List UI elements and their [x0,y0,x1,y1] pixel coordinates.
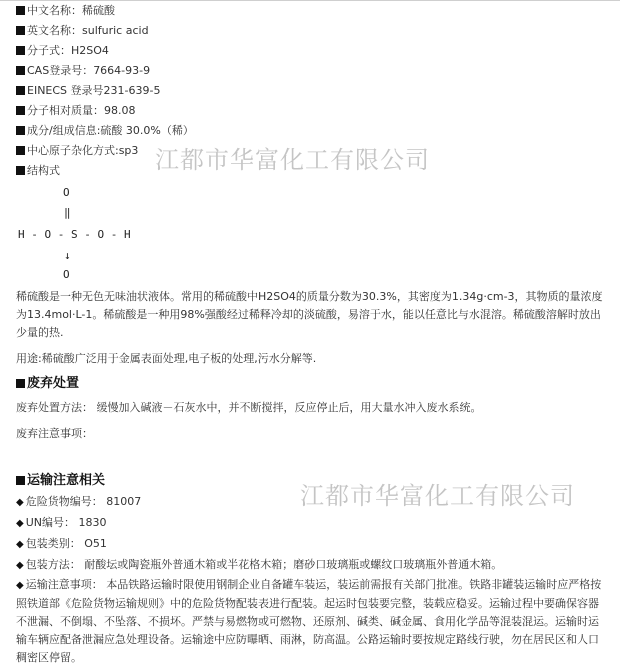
bullet-diamond-icon: ◆ [16,497,24,508]
en-name-line: 英文名称：sulfuric acid [16,24,149,38]
bullet-square-icon [16,6,25,15]
package-class-line: ◆ 包装类别： O51 [16,537,107,550]
formula-line: 分子式：H2SO4 [16,44,109,58]
bullet-square-icon [16,106,25,115]
structure-double-bond: ‖ [64,206,71,219]
bullet-square-icon [16,146,25,155]
bullet-square-icon [16,66,25,75]
bullet-diamond-icon: ◆ [16,539,24,550]
bullet-square-icon [16,126,25,135]
bullet-square-icon [16,476,25,485]
structure-top-oxygen: O [63,186,70,199]
bullet-square-icon [16,86,25,95]
bullet-diamond-icon: ◆ [16,518,24,529]
hazard-number-line: ◆ 危险货物编号： 81007 [16,495,142,508]
structure-chain: H - O - S - O - H [18,228,131,241]
hybridization-line: 中心原子杂化方式:sp3 [16,144,138,158]
transport-heading: 运输注意相关 [16,474,105,488]
bullet-square-icon [16,379,25,388]
bullet-square-icon [16,26,25,35]
cn-name-line: 中文名称：稀硫酸 [16,4,115,18]
einecs-line: EINECS 登录号231-639-5 [16,84,160,98]
bullet-diamond-icon: ◆ [16,560,24,571]
watermark-lower: 江都市华富化工有限公司 [300,482,575,510]
bullet-diamond-icon: ◆ [16,580,24,591]
molecular-weight-line: 分子相对质量：98.08 [16,104,136,118]
structure-bottom-oxygen: O [63,268,70,281]
transport-notes-paragraph: ◆ 运输注意事项： 本品铁路运输时限使用钢制企业自备罐车装运，装运前需报有关部门批准。铁路非罐装运输时应严格按照铁道部《危险货物运输规则》中的危险货物配装表进行配装。起运时包装要完整，装载应稳妥。运输过程中要确保容器不泄漏、不倒塌、不坠落、不损坏。严禁与易燃物或可燃物、还原剂、碱类、碱金属、食用化学品等混装混运。运输时运输车辆应配备泄漏应急处理设备。运输途中应防曝晒、雨淋，防高温。公路运输时要按规定路线行驶，勿在居民区和人口稠密区停留。 [16,578,602,664]
watermark-upper: 江都市华富化工有限公司 [155,146,430,174]
package-method-line: ◆ 包装方法： 耐酸坛或陶瓷瓶外普通木箱或半花格木箱；磨砂口玻璃瓶或螺纹口玻璃瓶外普通木箱。 [16,558,503,571]
description-paragraph: 稀硫酸是一种无色无味油状液体。常用的稀硫酸中H2SO4的质量分数为30.3%，其密度为1.34g·cm-3，其物质的量浓度为13.4mol·L-1。稀硫酸是一种用98%强酸经过稀释冷却的淡硫酸，易溶于水，能以任意比与水混溶。稀硫酸溶解时放出少量的热. [16,290,603,339]
bullet-square-icon [16,46,25,55]
structure-label-line: 结构式 [16,164,60,178]
cas-line: CAS登录号：7664-93-9 [16,64,150,78]
composition-line: 成分/组成信息:硫酸 30.0%（稀） [16,124,194,138]
disposal-notes: 废弃注意事项： [16,427,93,440]
disposal-method: 废弃处置方法： 缓慢加入碱液－石灰水中，并不断搅拌，反应停止后，用大量水冲入废水系统。 [16,401,482,414]
bullet-square-icon [16,166,25,175]
structure-arrow: ↓ [64,249,71,262]
disposal-heading: 废弃处置 [16,377,79,391]
usage-paragraph: 用途:稀硫酸广泛用于金属表面处理,电子板的处理,污水分解等. [16,352,317,365]
un-number-line: ◆ UN编号： 1830 [16,516,107,529]
